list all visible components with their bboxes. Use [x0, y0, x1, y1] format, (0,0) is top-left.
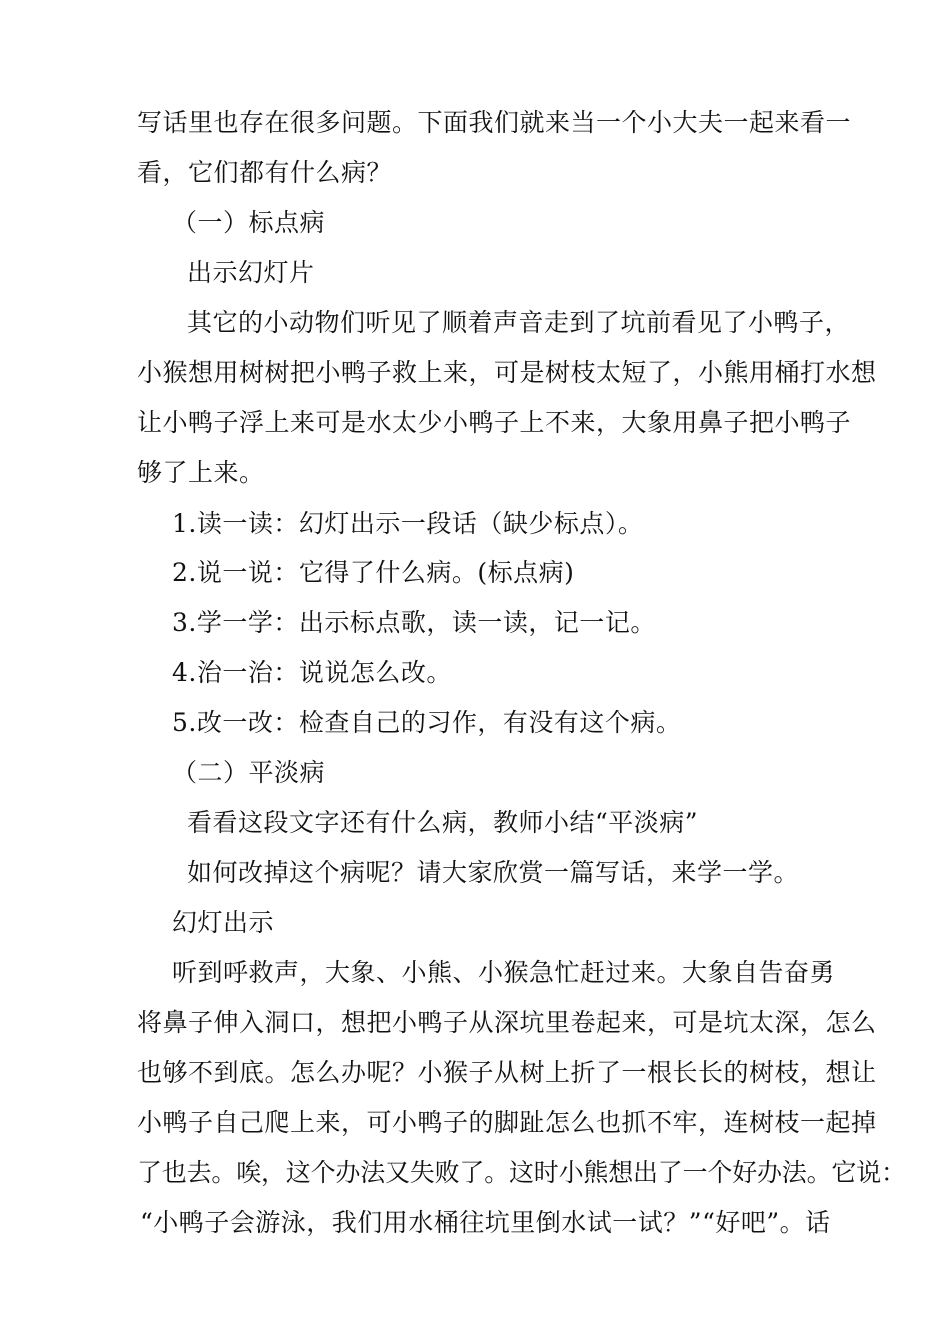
text-line: 小猴想用树树把小鸭子救上来，可是树枝太短了，小熊用桶打水想	[137, 358, 877, 387]
text-line: 幻灯出示	[172, 908, 275, 937]
list-item: 5.改一改：检查自己的习作，有没有这个病。	[172, 708, 682, 737]
text-line: 出示幻灯片	[187, 258, 315, 287]
text-line: 也够不到底。怎么办呢？小猴子从树上折了一根长长的树枝，想让	[137, 1058, 877, 1087]
list-item: 3.学一学：出示标点歌，读一读，记一记。	[172, 608, 656, 637]
text-line: 听到呼救声，大象、小熊、小猴急忙赶过来。大象自告奋勇	[172, 958, 836, 987]
text-line: 了也去。唉，这个办法又失败了。这时小熊想出了一个好办法。它说：	[137, 1158, 906, 1187]
text-line: “小鸭子会游泳，我们用水桶往坑里倒水试一试？”“好吧”。话	[140, 1208, 831, 1237]
list-item: 1.读一读：幻灯出示一段话（缺少标点）。	[172, 509, 644, 538]
text-line: 小鸭子自己爬上来，可小鸭子的脚趾怎么也抓不牢，连树枝一起掉	[137, 1108, 877, 1137]
text-line: 看，它们都有什么病？	[137, 158, 393, 187]
section-heading: （一）标点病	[172, 208, 326, 237]
text-line: 看看这段文字还有什么病，教师小结“平淡病”	[187, 808, 699, 837]
list-item: 2.说一说：它得了什么病。(标点病)	[172, 558, 575, 587]
section-heading: （二）平淡病	[172, 758, 326, 787]
text-line: 如何改掉这个病呢？请大家欣赏一篇写话，来学一学。	[187, 858, 800, 887]
text-line: 够了上来。	[137, 458, 265, 487]
text-line: 写话里也存在很多问题。下面我们就来当一个小大夫一起来看一	[137, 108, 852, 137]
text-line: 将鼻子伸入洞口，想把小鸭子从深坑里卷起来，可是坑太深，怎么	[137, 1008, 877, 1037]
text-line: 其它的小动物们听见了顺着声音走到了坑前看见了小鸭子，	[187, 308, 851, 337]
text-line: 让小鸭子浮上来可是水太少小鸭子上不来，大象用鼻子把小鸭子	[137, 408, 852, 437]
list-item: 4.治一治：说说怎么改。	[172, 658, 452, 687]
